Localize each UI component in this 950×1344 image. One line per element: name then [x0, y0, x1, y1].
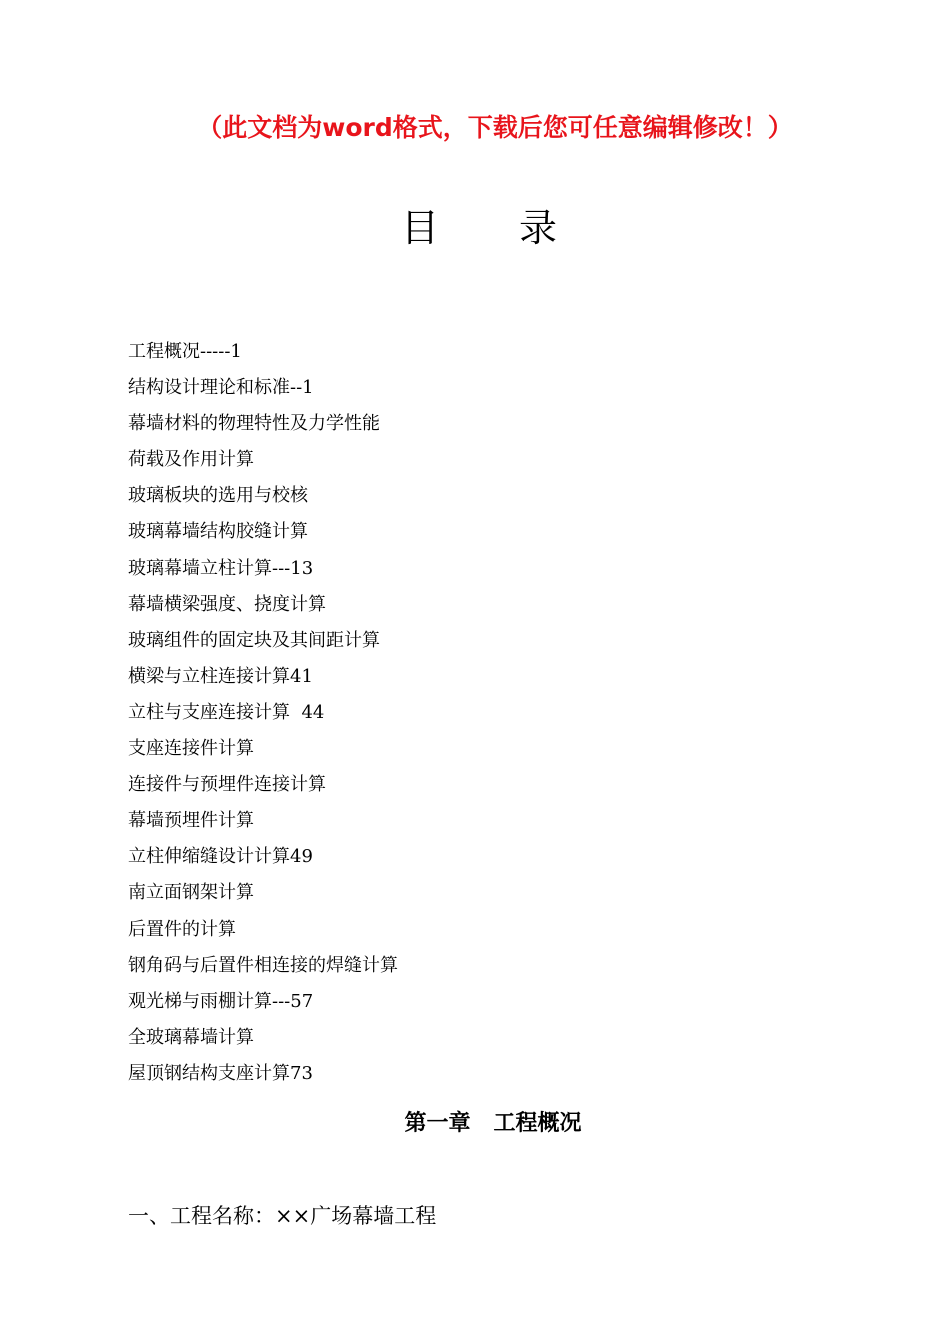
- toc-entry: 玻璃板块的选用与校核: [128, 485, 308, 507]
- toc-entry: 玻璃幕墙结构胶缝计算: [128, 521, 308, 543]
- toc-entry: 工程概况-----1: [128, 341, 242, 362]
- toc-entry: 玻璃组件的固定块及其间距计算: [128, 629, 380, 651]
- toc-entry: 钢角码与后置件相连接的焊缝计算: [128, 954, 398, 976]
- toc-entry: 玻璃幕墙立柱计算---13: [128, 557, 314, 579]
- toc-entry: 立柱伸缩缝设计计算49: [128, 846, 313, 868]
- toc-entry: 幕墙材料的物理特性及力学性能: [128, 413, 380, 435]
- edit-notice: （此文档为word格式，下载后您可任意编辑修改！）: [197, 113, 793, 142]
- section-heading-project-name: 一、工程名称：××广场幕墙工程: [128, 1204, 437, 1228]
- toc-entry: 南立面钢架计算: [128, 882, 254, 904]
- toc-entry: 后置件的计算: [128, 918, 236, 940]
- chapter-heading: 第一章 工程概况: [404, 1111, 582, 1136]
- toc-title: 目 录: [400, 206, 592, 250]
- toc-list: [128, 334, 398, 1092]
- toc-entry: 观光梯与雨棚计算---57: [128, 990, 314, 1012]
- toc-entry: 立柱与支座连接计算 44: [128, 701, 325, 723]
- toc-entry: 结构设计理论和标准--1: [128, 377, 314, 399]
- toc-entry: 屋顶钢结构支座计算73: [128, 1062, 313, 1084]
- toc-entry: 连接件与预埋件连接计算: [128, 774, 326, 796]
- toc-entry: 幕墙预埋件计算: [128, 810, 254, 832]
- toc-entry: 荷载及作用计算: [128, 449, 254, 471]
- toc-entry: 幕墙横梁强度、挠度计算: [128, 593, 326, 615]
- toc-entry: 支座连接件计算: [128, 738, 254, 760]
- toc-entry: 横梁与立柱连接计算41: [128, 665, 313, 687]
- toc-entry: 全玻璃幕墙计算: [128, 1026, 254, 1048]
